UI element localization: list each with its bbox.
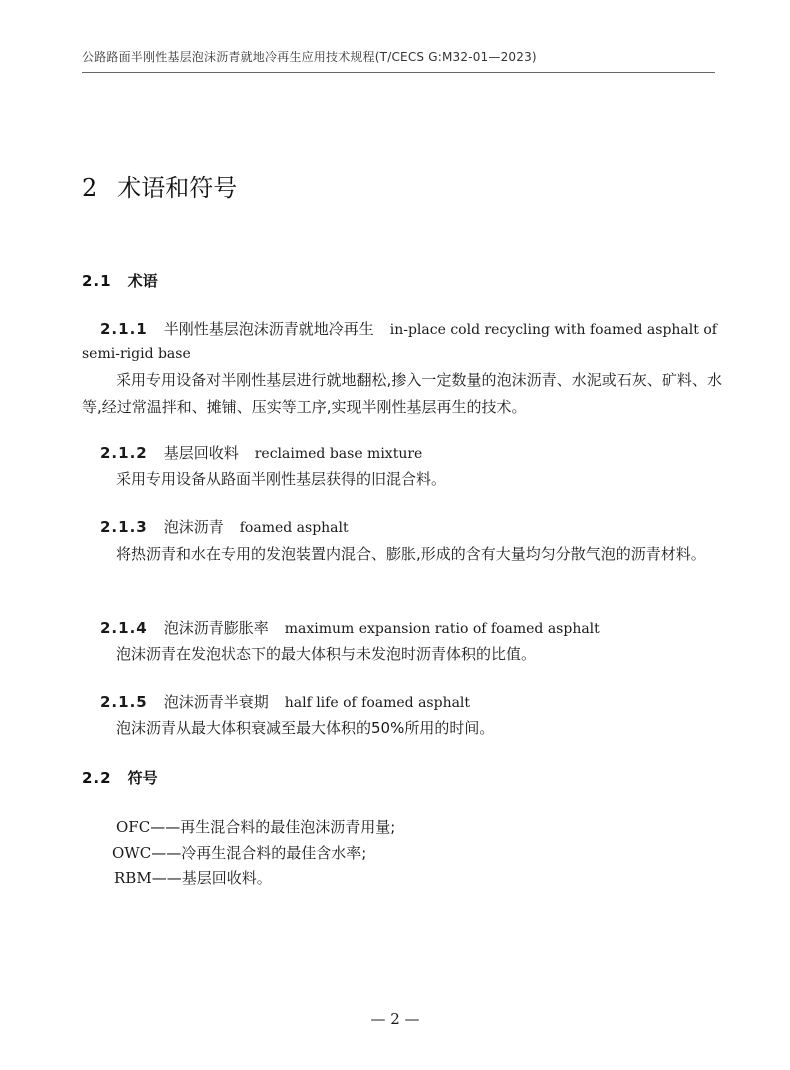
symbol-dash: —— (151, 844, 182, 862)
chapter-number: 2 (82, 174, 98, 202)
term-english: in-place cold recycling with foamed asphalt of (389, 322, 717, 338)
chapter-title-text: 术语和符号 (117, 174, 238, 202)
section-number: 2.1 (82, 272, 112, 290)
symbol-abbr: RBM (114, 869, 152, 887)
section-heading-symbols (82, 767, 158, 788)
term-heading (100, 616, 720, 642)
term-chinese: 基层回收料 (163, 444, 239, 462)
term-chinese: 泡沫沥青半衰期 (163, 693, 269, 711)
term-heading (100, 441, 720, 467)
symbol-desc: 再生混合料的最佳泡沫沥青用量; (180, 818, 396, 836)
symbol-abbr: OFC (116, 818, 151, 836)
term-english: half life of foamed asphalt (284, 695, 471, 711)
symbol-desc: 基层回收料。 (181, 869, 272, 887)
term-chinese: 泡沫沥青膨胀率 (163, 619, 269, 637)
term-heading (100, 515, 720, 541)
section-title: 术语 (127, 272, 158, 290)
term-english-continued: semi-rigid base (82, 346, 191, 362)
header-rule (82, 72, 715, 73)
term-definition: 泡沫沥青从最大体积衰减至最大体积的50%所用的时间。 (116, 719, 495, 737)
page-number: — 2 — (370, 1010, 420, 1028)
term-chinese: 半刚性基层泡沫沥青就地冷再生 (163, 320, 374, 338)
section-heading-terms (82, 270, 158, 291)
symbol-dash: —— (151, 869, 182, 887)
term-number: 2.1.1 (100, 320, 148, 338)
term-heading (100, 317, 720, 343)
term-definition: 将热沥青和水在专用的发泡装置内混合、膨胀,形成的含有大量均匀分散气泡的沥青材料。 (116, 545, 706, 563)
term-number: 2.1.5 (100, 693, 148, 711)
term-english: reclaimed base mixture (254, 446, 423, 462)
term-english: foamed asphalt (239, 520, 349, 536)
symbol-entry (114, 866, 272, 891)
term-number: 2.1.4 (100, 619, 148, 637)
term-chinese: 泡沫沥青 (163, 518, 224, 536)
symbol-entry (112, 841, 366, 866)
section-number: 2.2 (82, 769, 112, 787)
symbol-entry (116, 815, 395, 840)
term-number: 2.1.2 (100, 444, 148, 462)
running-header: 公路路面半刚性基层泡沫沥青就地冷再生应用技术规程(T/CECS G:M32-01—2023) (82, 50, 537, 64)
chapter-title (82, 168, 237, 203)
term-definition: 采用专用设备从路面半刚性基层获得的旧混合料。 (116, 470, 447, 488)
term-number: 2.1.3 (100, 518, 148, 536)
section-title: 符号 (127, 769, 158, 787)
symbol-desc: 冷再生混合料的最佳含水率; (181, 844, 367, 862)
term-english: maximum expansion ratio of foamed asphalt (284, 621, 600, 637)
symbol-dash: —— (150, 818, 181, 836)
symbol-abbr: OWC (112, 844, 152, 862)
term-definition: 泡沫沥青在发泡状态下的最大体积与未发泡时沥青体积的比值。 (116, 645, 537, 663)
term-heading (100, 690, 720, 716)
term-definition: 采用专用设备对半刚性基层进行就地翻松,掺入一定数量的泡沫沥青、水泥或石灰、矿料、水等,经过常温拌和、摊铺、压实等工序,实现半刚性基层再生的技术。 (82, 371, 722, 416)
